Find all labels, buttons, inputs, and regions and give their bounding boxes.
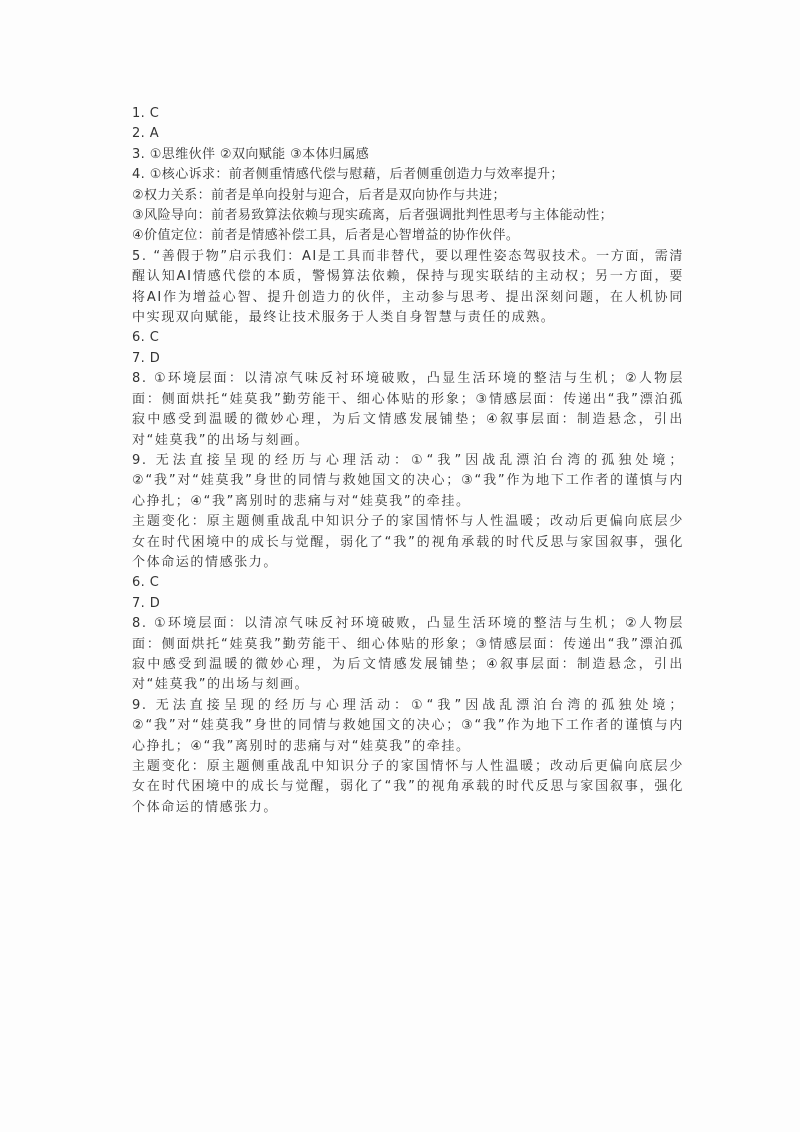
answer-4-point-4: ④价值定位：前者是情感补偿工具，后者是心智增益的协作伙伴。 [132,228,520,244]
answer-8: 8. ①环境层面：以清凉气味反衬环境破败，凸显生活环境的整洁与生机；②人物层面：侧面烘托“娃莫我”勤劳能干、细心体贴的形象；③情感层面：传递出“我”漂泊孤寂中感受到温暖的微妙心理，为后文情感发展铺垫；④叙事层面：制造悬念，引出对“娃莫我”的出场与刻画。 [132,371,684,448]
theme-change-repeat: 主题变化：原主题侧重战乱中知识分子的家国情怀与人性温暖；改动后更偏向底层少女在时代困境中的成长与觉醒，弱化了“我”的视角承载的时代反思与家国叙事，强化个体命运的情感张力。 [132,759,684,815]
answer-2: 2. A [132,126,160,142]
theme-change: 主题变化：原主题侧重战乱中知识分子的家国情怀与人性温暖；改动后更偏向底层少女在时代困境中的成长与觉醒，弱化了“我”的视角承载的时代反思与家国叙事，强化个体命运的情感张力。 [132,514,684,570]
answer-9-repeat: 9. 无法直接呈现的经历与心理活动：①“我”因战乱漂泊台湾的孤独处境；②“我”对“娃莫我”身世的同情与救她国文的决心；③“我”作为地下工作者的谨慎与内心挣扎；④“我”离别时的悲痛与对“娃莫我”的牵挂。 [132,697,684,754]
answer-9: 9. 无法直接呈现的经历与心理活动：①“我”因战乱漂泊台湾的孤独处境；②“我”对“娃莫我”身世的同情与救她国文的决心；③“我”作为地下工作者的谨慎与内心挣扎；④“我”离别时的悲痛与对“娃莫我”的牵挂。 [132,452,684,509]
answer-7: 7. D [132,350,161,366]
answer-7-repeat: 7. D [132,595,161,611]
answer-1: 1. C [132,106,160,121]
answer-4-point-3: ③风险导向：前者易致算法依赖与现实疏离，后者强调批判性思考与主体能动性； [132,208,614,224]
answer-5: 5. “善假于物”启示我们：AI是工具而非替代，要以理性姿态驾驭技术。一方面，需清醒认知AI情感代偿的本质，警惕算法依赖，保持与现实联结的主动权；另一方面，要将AI作为增益心智、提升创造力的伙伴，主动参与思考、提出深刻问题，在人机协同中实现双向赋能，最终让技术服务于人类自身智慧与责任的成熟。 [132,248,684,326]
answer-list [132,104,684,818]
answer-6: 6. C [132,330,160,346]
answer-3: 3. ①思维伙伴 ②双向赋能 ③本体归属感 [132,146,370,162]
answer-8-repeat: 8. ①环境层面：以清凉气味反衬环境破败，凸显生活环境的整洁与生机；②人物层面：侧面烘托“娃莫我”勤劳能干、细心体贴的形象；③情感层面：传递出“我”漂泊孤寂中感受到温暖的微妙心理，为后文情感发展铺垫；④叙事层面：制造悬念，引出对“娃莫我”的出场与刻画。 [132,616,684,693]
answer-6-repeat: 6. C [132,575,160,591]
answer-4-point-1: 4. ①核心诉求：前者侧重情感代偿与慰藉，后者侧重创造力与效率提升； [132,167,564,183]
answer-4-point-2: ②权力关系：前者是单向投射与迎合，后者是双向协作与共进； [132,187,506,203]
